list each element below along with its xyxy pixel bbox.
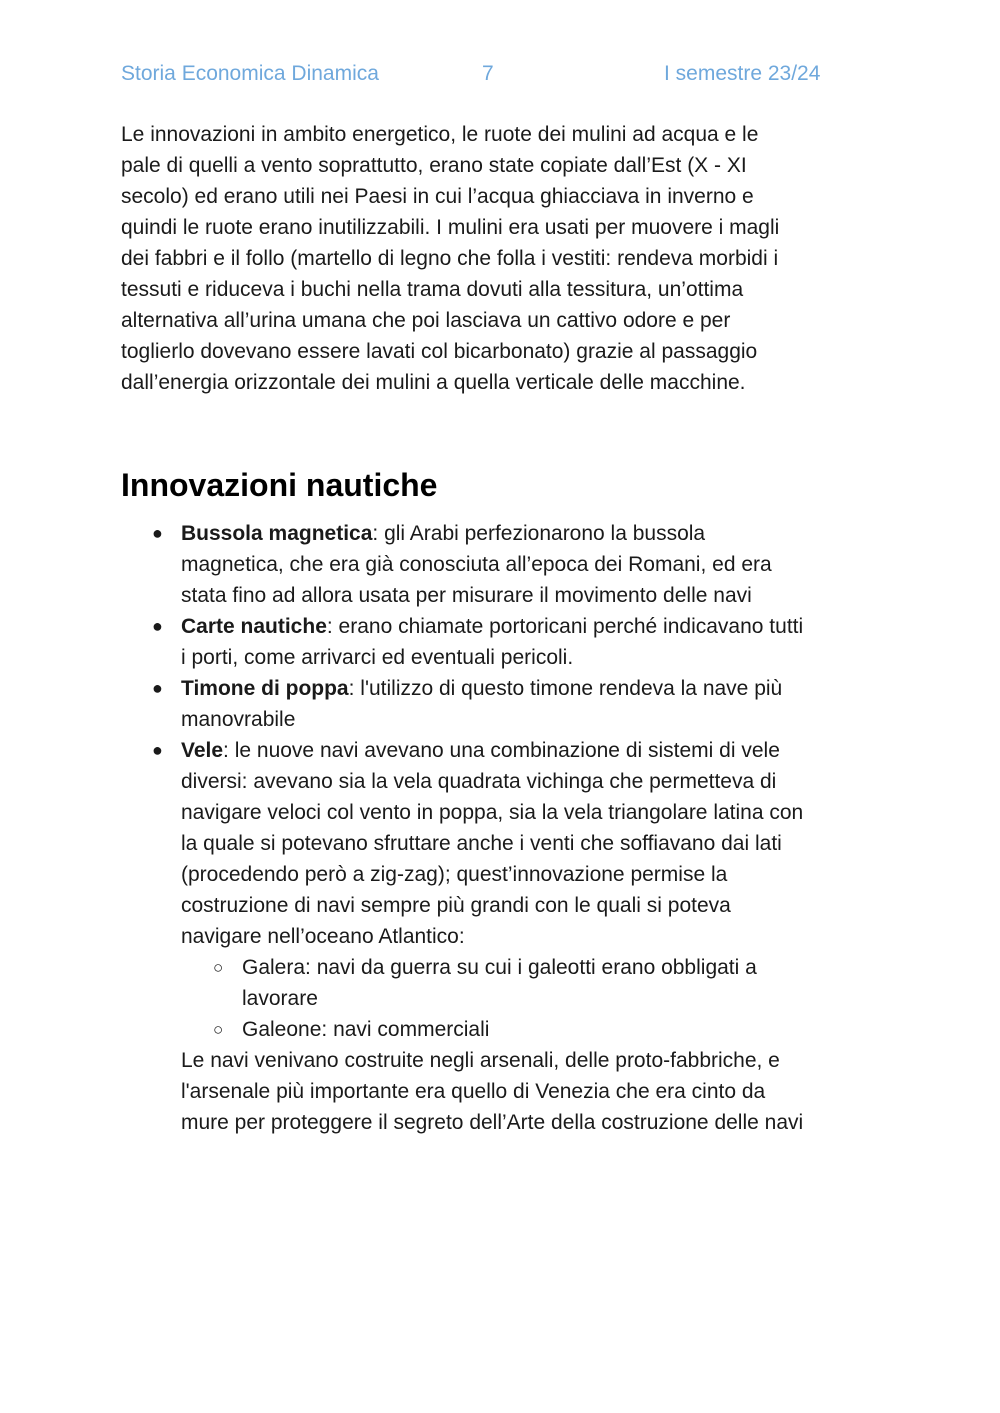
item-line: manovrabile bbox=[181, 708, 296, 731]
item-line: (procedendo però a zig-zag); quest’innovazione permise la bbox=[181, 863, 728, 886]
item-first-line bbox=[181, 735, 901, 766]
bullet-icon: ● bbox=[152, 523, 163, 543]
paragraph-line: mure per proteggere il segreto dell’Arte della costruzione delle navi bbox=[181, 1111, 804, 1134]
item-first-line bbox=[181, 611, 901, 642]
header-page-number: 7 bbox=[482, 62, 494, 85]
paragraph-line: tessuti e riduceva i buchi nella trama dovuti alla tessitura, un’ottima bbox=[121, 278, 744, 301]
list-item-vele bbox=[121, 735, 901, 952]
item-text: : gli Arabi perfezionarono la bussola bbox=[372, 522, 706, 545]
item-line: navigare nell’oceano Atlantico: bbox=[181, 925, 465, 948]
hollow-bullet-icon: ○ bbox=[213, 958, 224, 977]
bullet-icon: ● bbox=[152, 740, 163, 760]
paragraph-line: alternativa all’urina umana che poi lasciava un cattivo odore e per bbox=[121, 309, 731, 332]
list-item-timone bbox=[121, 673, 901, 735]
item-text: : l'utilizzo di questo timone rendeva la nave più bbox=[348, 677, 783, 700]
list-item-bussola bbox=[121, 518, 901, 611]
bullet-list bbox=[121, 518, 901, 1138]
item-line: stata fino ad allora usata per misurare il movimento delle navi bbox=[181, 584, 752, 607]
section-heading: Innovazioni nautiche bbox=[121, 467, 438, 503]
intro-paragraph bbox=[121, 119, 881, 398]
paragraph-line: dei fabbri e il follo (martello di legno che folla i vestiti: rendeva morbidi i bbox=[121, 247, 779, 270]
page-header bbox=[121, 60, 881, 90]
sublist-item-galeone bbox=[121, 1014, 901, 1045]
paragraph-line: secolo) ed erano utili nei Paesi in cui l’acqua ghiacciava in inverno e bbox=[121, 185, 754, 208]
bullet-icon: ● bbox=[152, 616, 163, 636]
item-first-line bbox=[181, 673, 901, 704]
bullet-icon: ● bbox=[152, 678, 163, 698]
item-line: la quale si potevano sfruttare anche i venti che soffiavano dai lati bbox=[181, 832, 782, 855]
item-first-line bbox=[181, 518, 901, 549]
hollow-bullet-icon: ○ bbox=[213, 1020, 224, 1039]
paragraph-line: Le innovazioni in ambito energetico, le ruote dei mulini ad acqua e le bbox=[121, 123, 759, 146]
item-text: : erano chiamate portoricani perché indicavano tutti bbox=[326, 615, 804, 638]
item-term: Vele bbox=[181, 739, 224, 762]
item-line: navigare veloci col vento in poppa, sia la vela triangolare latina con bbox=[181, 801, 804, 824]
item-line: i porti, come arrivarci ed eventuali pericoli. bbox=[181, 646, 574, 669]
item-line: diversi: avevano sia la vela quadrata vichinga che permetteva di bbox=[181, 770, 777, 793]
closing-paragraph bbox=[121, 1045, 901, 1138]
paragraph-line: pale di quelli a vento soprattutto, erano state copiate dall’Est (X - XI bbox=[121, 154, 747, 177]
item-term: Carte nautiche bbox=[181, 615, 327, 638]
subitem-line: lavorare bbox=[242, 987, 318, 1010]
subitem-line: Galeone: navi commerciali bbox=[242, 1018, 490, 1041]
paragraph-line: dall’energia orizzontale dei mulini a quella verticale delle macchine. bbox=[121, 371, 746, 394]
sublist-item-galera bbox=[121, 952, 901, 1014]
item-term: Bussola magnetica bbox=[181, 522, 373, 545]
paragraph-line: toglierlo dovevano essere lavati col bicarbonato) grazie al passaggio bbox=[121, 340, 758, 363]
item-text: : le nuove navi avevano una combinazione di sistemi di vele bbox=[223, 739, 780, 762]
list-item-carte bbox=[121, 611, 901, 673]
item-term: Timone di poppa bbox=[181, 677, 349, 700]
header-semester: I semestre 23/24 bbox=[664, 62, 821, 85]
paragraph-line: quindi le ruote erano inutilizzabili. I mulini era usati per muovere i magli bbox=[121, 216, 780, 239]
item-line: magnetica, che era già conosciuta all’epoca dei Romani, ed era bbox=[181, 553, 772, 576]
header-course-title: Storia Economica Dinamica bbox=[121, 62, 379, 85]
paragraph-line: Le navi venivano costruite negli arsenali, delle proto-fabbriche, e bbox=[181, 1049, 780, 1072]
item-line: costruzione di navi sempre più grandi con le quali si poteva bbox=[181, 894, 731, 917]
paragraph-line: l'arsenale più importante era quello di Venezia che era cinto da bbox=[181, 1080, 766, 1103]
subitem-line: Galera: navi da guerra su cui i galeotti erano obbligati a bbox=[242, 956, 757, 979]
